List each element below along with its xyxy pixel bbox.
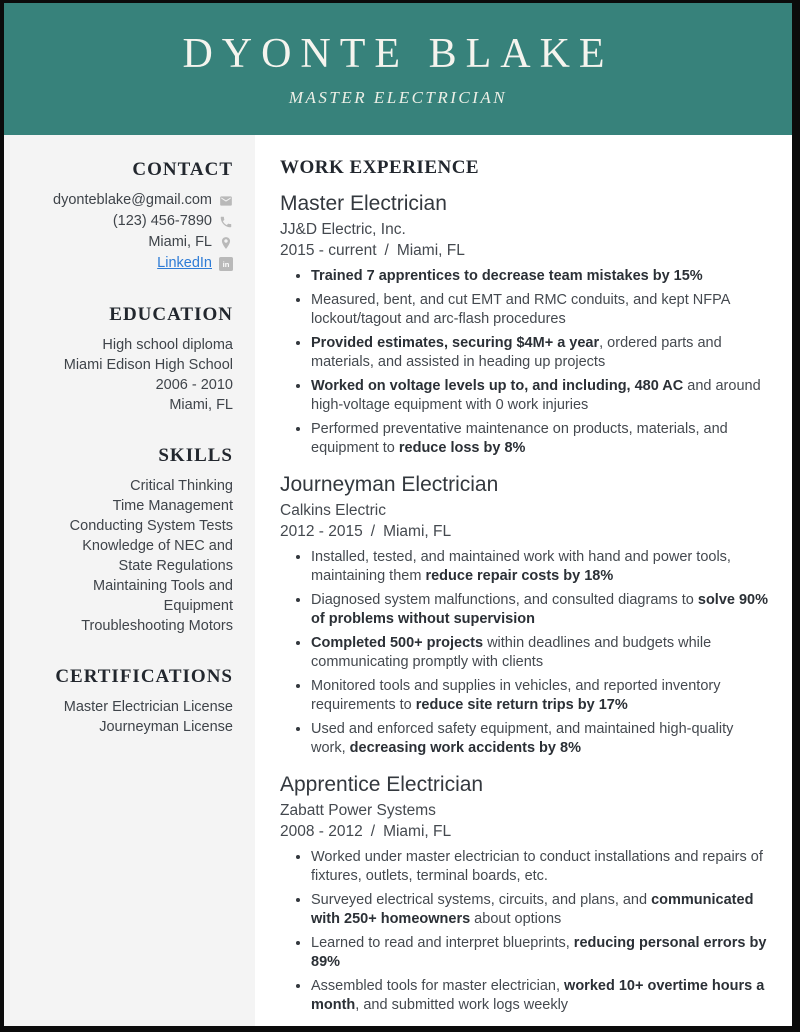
certification-item: Journeyman License bbox=[99, 719, 233, 735]
job-entry bbox=[280, 773, 768, 1016]
certification-item: Master Electrician License bbox=[63, 699, 233, 715]
contact-section bbox=[34, 159, 233, 274]
svg-text:in: in bbox=[222, 259, 230, 269]
linkedin-link[interactable]: LinkedIn bbox=[157, 255, 212, 271]
education-school: Miami Edison High School bbox=[63, 357, 233, 373]
job-bullet: • Trained 7 apprentices to decrease team mistakes by 15% bbox=[311, 267, 768, 287]
phone-icon bbox=[219, 215, 233, 229]
envelope-icon bbox=[219, 194, 233, 208]
education-location: Miami, FL bbox=[169, 397, 233, 413]
contact-row bbox=[34, 190, 233, 211]
job-title: Master Electrician bbox=[280, 192, 447, 215]
education-section bbox=[34, 304, 233, 415]
resume-body bbox=[4, 135, 792, 1026]
slash-separator: / bbox=[370, 522, 376, 540]
job-bullet: • Measured, bent, and cut EMT and RMC conduits, and kept NFPA lockout/tagout and arc-flash procedures bbox=[311, 291, 768, 330]
contact-row bbox=[34, 211, 233, 232]
job-dates: 2015 - current bbox=[280, 242, 377, 259]
education-degree: High school diploma bbox=[102, 337, 233, 353]
education-dates: 2006 - 2010 bbox=[155, 377, 233, 393]
contact-list bbox=[34, 190, 233, 274]
job-company: JJ&D Electric, Inc. bbox=[280, 221, 406, 238]
skill-item: Troubleshooting Motors bbox=[81, 618, 233, 634]
job-location: Miami, FL bbox=[396, 242, 465, 259]
certifications-list bbox=[34, 697, 233, 737]
skill-item: Critical Thinking bbox=[130, 478, 233, 494]
slash-separator: / bbox=[384, 242, 389, 259]
job-bullet: • Worked on voltage levels up to, and including, 480 AC and around high-voltage equipment with 0 work injuries bbox=[311, 377, 768, 416]
job-dates: 2012 - 2015 bbox=[280, 522, 363, 540]
certifications-heading: CERTIFICATIONS bbox=[55, 666, 233, 687]
work-experience-section bbox=[255, 135, 792, 1026]
certifications-section bbox=[34, 666, 233, 737]
job-bullet: • Completed 500+ projects within deadlines and budgets while communicating promptly with clients bbox=[311, 634, 768, 673]
skills-heading: SKILLS bbox=[158, 445, 233, 466]
skills-list bbox=[34, 476, 233, 636]
job-list bbox=[280, 192, 768, 1016]
job-dates-location bbox=[280, 821, 768, 842]
skill-item: Time Management bbox=[112, 498, 233, 514]
contact-row bbox=[34, 253, 233, 274]
job-bullet: • Performed preventative maintenance on products, materials, and equipment to reduce loss by 8% bbox=[311, 420, 768, 459]
candidate-name: DYONTE BLAKE bbox=[182, 31, 614, 77]
contact-value: Miami, FL bbox=[148, 234, 212, 250]
resume-header bbox=[4, 3, 792, 135]
job-company: Calkins Electric bbox=[280, 501, 386, 519]
skill-item: Knowledge of NEC and State Regulations bbox=[82, 538, 233, 574]
job-bullets bbox=[280, 848, 768, 1016]
job-bullet: • Used and enforced safety equipment, and maintained high-quality work, decreasing work accidents by 8% bbox=[311, 720, 768, 759]
job-bullet: • Assembled tools for master electrician, worked 10+ overtime hours a month, and submitted work logs weekly bbox=[311, 977, 768, 1016]
job-bullet: • Learned to read and interpret blueprints, reducing personal errors by 89% bbox=[311, 934, 768, 973]
job-bullet: • Surveyed electrical systems, circuits, and plans, and communicated with 250+ homeowners about options bbox=[311, 891, 768, 930]
job-bullet: • Installed, tested, and maintained work with hand and power tools, maintaining them reduce repair costs by 18% bbox=[311, 548, 768, 587]
candidate-title: MASTER ELECTRICIAN bbox=[288, 88, 508, 107]
job-bullet: • Provided estimates, securing $4M+ a year, ordered parts and materials, and assisted in heading up projects bbox=[311, 334, 768, 373]
skill-item: Conducting System Tests bbox=[69, 518, 233, 534]
job-bullet: • Worked under master electrician to conduct installations and repairs of fixtures, outlets, terminal boards, etc. bbox=[311, 848, 768, 887]
contact-value: dyonteblake@gmail.com bbox=[53, 192, 212, 208]
location-pin-icon bbox=[219, 236, 233, 250]
job-company: Zabatt Power Systems bbox=[280, 801, 436, 819]
job-entry bbox=[280, 473, 768, 759]
education-heading: EDUCATION bbox=[109, 304, 233, 325]
job-title: Apprentice Electrician bbox=[280, 772, 484, 796]
contact-heading: CONTACT bbox=[132, 159, 233, 180]
job-bullets bbox=[280, 267, 768, 459]
job-title: Journeyman Electrician bbox=[280, 472, 499, 496]
skill-item: Maintaining Tools and Equipment bbox=[93, 578, 233, 614]
job-entry bbox=[280, 192, 768, 459]
skills-section bbox=[34, 445, 233, 636]
contact-row bbox=[34, 232, 233, 253]
job-dates-location bbox=[280, 240, 768, 261]
linkedin-icon bbox=[219, 257, 233, 271]
job-location: Miami, FL bbox=[383, 522, 452, 540]
job-dates-location bbox=[280, 521, 768, 542]
sidebar bbox=[4, 135, 255, 1026]
job-bullet: • Monitored tools and supplies in vehicles, and reported inventory requirements to reduce site return trips by 17% bbox=[311, 677, 768, 716]
work-experience-heading: WORK EXPERIENCE bbox=[280, 157, 480, 178]
job-bullets bbox=[280, 548, 768, 759]
job-dates: 2008 - 2012 bbox=[280, 822, 363, 840]
job-location: Miami, FL bbox=[383, 822, 452, 840]
job-bullet: • Diagnosed system malfunctions, and consulted diagrams to solve 90% of problems without supervision bbox=[311, 591, 768, 630]
contact-value: (123) 456-7890 bbox=[112, 213, 212, 229]
slash-separator: / bbox=[370, 822, 376, 840]
